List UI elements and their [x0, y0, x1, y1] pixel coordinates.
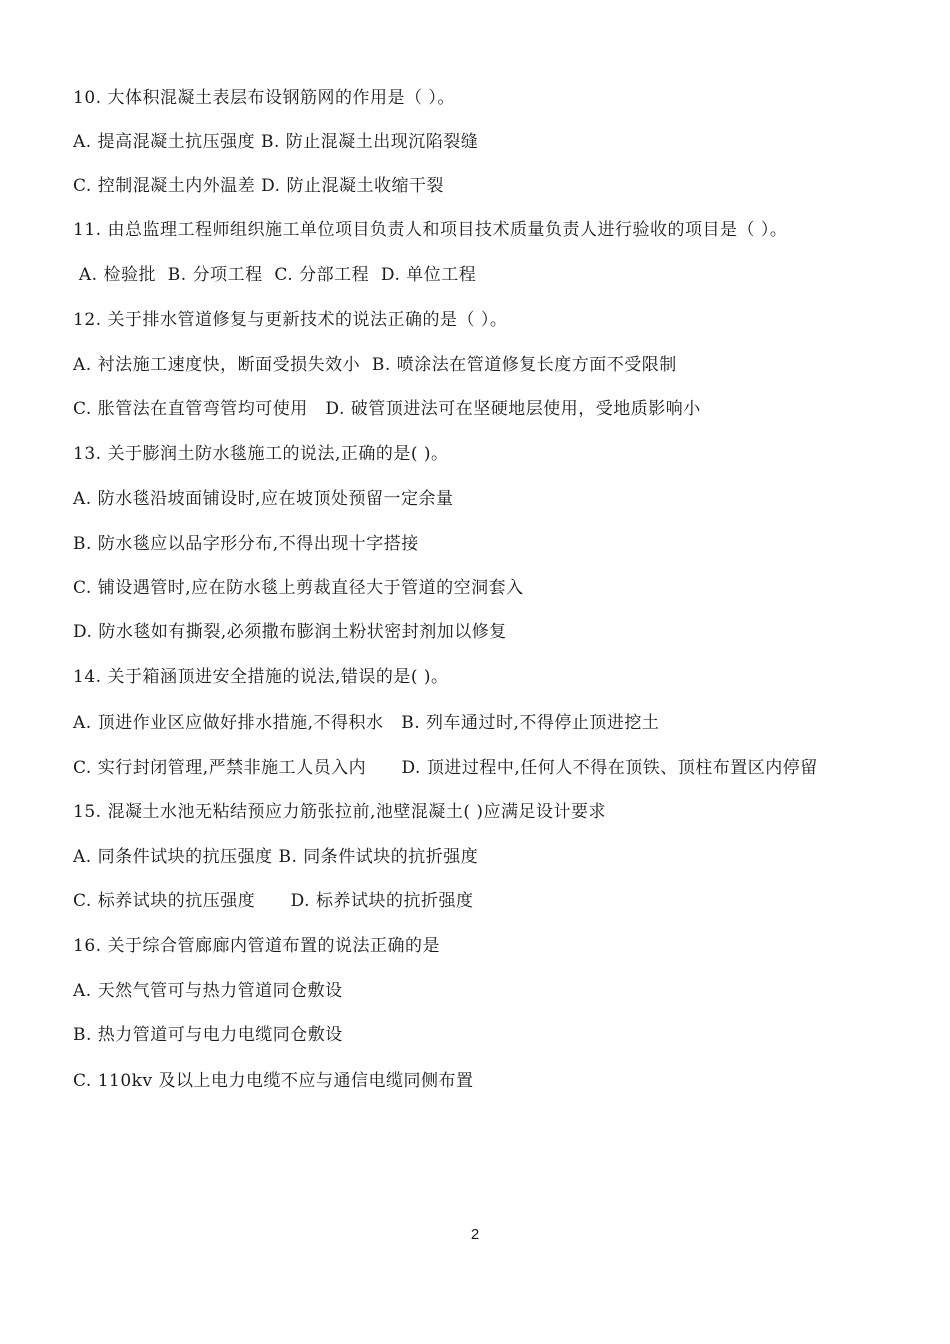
- question-13-stem: 13. 关于膨润土防水毯施工的说法,正确的是( )。: [73, 444, 449, 464]
- page-number: 2: [470, 1226, 480, 1243]
- question-10-stem: 10. 大体积混凝土表层布设钢筋网的作用是（ ）。: [73, 88, 455, 108]
- question-13-option-d: D. 防水毯如有撕裂,必须撒布膨润土粉状密封剂加以修复: [73, 622, 507, 642]
- question-12-options-ab: A. 衬法施工速度快，断面受损失效小 B. 喷涂法在管道修复长度方面不受限制: [73, 355, 677, 375]
- question-14-stem: 14. 关于箱涵顶进安全措施的说法,错误的是( )。: [73, 667, 449, 687]
- question-13-option-c: C. 铺设遇管时,应在防水毯上剪裁直径大于管道的空洞套入: [73, 578, 524, 598]
- question-14-options-ab: A. 顶进作业区应做好排水措施,不得积水 B. 列车通过时,不得停止顶进挖土: [73, 713, 660, 733]
- question-16-option-a: A. 天然气管可与热力管道同仓敷设: [73, 981, 343, 1001]
- question-10-options-ab: A. 提高混凝土抗压强度 B. 防止混凝土出现沉陷裂缝: [73, 132, 479, 152]
- question-11-stem: 11. 由总监理工程师组织施工单位项目负责人和项目技术质量负责人进行验收的项目是（ ）。: [73, 220, 788, 240]
- question-13-option-a: A. 防水毯沿坡面铺设时,应在坡顶处预留一定余量: [73, 489, 454, 509]
- question-12-options-cd: C. 胀管法在直管弯管均可使用 D. 破管顶进法可在坚硬地层使用，受地质影响小: [73, 399, 701, 419]
- question-13-option-b: B. 防水毯应以品字形分布,不得出现十字搭接: [73, 534, 419, 554]
- question-15-options-ab: A. 同条件试块的抗压强度 B. 同条件试块的抗折强度: [73, 847, 479, 867]
- question-16-option-b: B. 热力管道可与电力电缆同仓敷设: [73, 1025, 343, 1045]
- question-15-stem: 15. 混凝土水池无粘结预应力筋张拉前,池壁混凝土( )应满足设计要求: [73, 802, 607, 822]
- question-15-options-cd: C. 标养试块的抗压强度 D. 标养试块的抗折强度: [73, 891, 474, 911]
- question-16-option-c: C. 110kv 及以上电力电缆不应与通信电缆同侧布置: [73, 1071, 474, 1091]
- question-12-stem: 12. 关于排水管道修复与更新技术的说法正确的是（ ）。: [73, 310, 508, 330]
- question-14-options-cd: C. 实行封闭管理,严禁非施工人员入内 D. 顶进过程中,任何人不得在顶铁、顶柱布置区内停留: [73, 758, 818, 778]
- question-16-stem: 16. 关于综合管廊廊内管道布置的说法正确的是: [73, 936, 440, 956]
- question-10-options-cd: C. 控制混凝土内外温差 D. 防止混凝土收缩干裂: [73, 176, 444, 196]
- question-11-options: A. 检验批 B. 分项工程 C. 分部工程 D. 单位工程: [73, 265, 477, 285]
